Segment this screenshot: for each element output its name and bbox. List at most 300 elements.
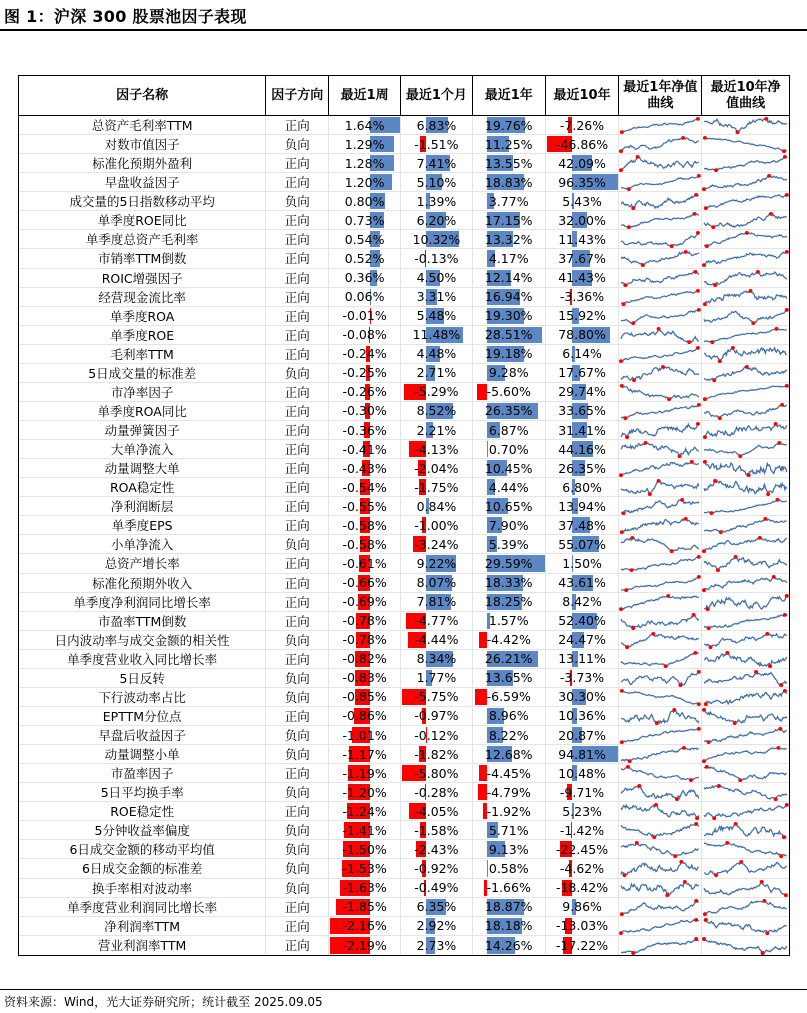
return-10year-cell bbox=[546, 745, 620, 763]
return-1year-cell bbox=[473, 535, 546, 553]
min-marker bbox=[768, 664, 772, 668]
sparkline-line bbox=[621, 367, 699, 380]
min-marker bbox=[779, 683, 783, 687]
sparkline-line bbox=[704, 576, 787, 589]
min-marker bbox=[674, 855, 678, 859]
10year-nav-sparkline bbox=[702, 345, 789, 363]
sparkline-line bbox=[704, 614, 787, 627]
sparkline-line bbox=[704, 939, 787, 953]
return-10year-cell bbox=[546, 116, 620, 134]
return-1month-cell bbox=[401, 898, 473, 916]
return-1month-cell bbox=[401, 688, 473, 706]
return-1week-value: -0.30% bbox=[342, 403, 387, 419]
return-1week-value: -1.17% bbox=[342, 746, 387, 762]
10year-curve-cell bbox=[702, 821, 789, 839]
max-marker bbox=[696, 346, 700, 350]
direction-value: 正向 bbox=[284, 766, 310, 782]
table-row bbox=[19, 936, 789, 955]
factor-name-cell bbox=[19, 230, 266, 248]
return-10year-cell bbox=[546, 688, 620, 706]
sparkline-line bbox=[704, 309, 787, 322]
sparkline-line bbox=[621, 195, 699, 208]
sparkline-line bbox=[621, 767, 699, 780]
return-1year-cell bbox=[473, 669, 546, 687]
return-1week-cell bbox=[329, 516, 401, 534]
return-1year-cell bbox=[473, 478, 546, 496]
1year-curve-cell bbox=[619, 383, 702, 401]
direction-value: 正向 bbox=[284, 118, 310, 134]
return-1year-value: 29.59% bbox=[484, 555, 533, 571]
factor-name-cell bbox=[19, 821, 266, 839]
return-1week-cell bbox=[329, 173, 401, 191]
10year-nav-sparkline bbox=[702, 726, 789, 744]
10year-curve-cell bbox=[702, 288, 789, 306]
factor-name-value: 换手率相对波动率 bbox=[92, 880, 193, 896]
return-1week-value: -0.08% bbox=[342, 327, 387, 343]
sparkline-line bbox=[704, 462, 787, 475]
10year-nav-sparkline bbox=[702, 840, 789, 858]
sparkline-line bbox=[621, 233, 699, 246]
negative-data-bar bbox=[479, 765, 487, 781]
sparkline-line bbox=[704, 710, 787, 723]
return-1year-cell bbox=[473, 192, 546, 210]
return-1month-cell bbox=[401, 936, 473, 955]
figure-title: 图 1：沪深 300 股票池因子表现 bbox=[4, 7, 247, 26]
return-1week-cell bbox=[329, 383, 401, 401]
factor-name-value: 单季度ROA同比 bbox=[97, 403, 187, 419]
factor-name-cell bbox=[19, 593, 266, 611]
direction-cell bbox=[266, 288, 329, 306]
return-1year-value: 18.33% bbox=[484, 575, 533, 591]
return-10year-value: -22.45% bbox=[555, 841, 609, 857]
return-1week-cell bbox=[329, 116, 401, 134]
min-marker bbox=[712, 226, 716, 230]
max-marker bbox=[620, 689, 624, 693]
min-marker bbox=[716, 569, 720, 573]
factor-name-cell bbox=[19, 421, 266, 439]
10year-curve-cell bbox=[702, 440, 789, 458]
max-marker bbox=[717, 784, 721, 788]
return-1week-value: 1.28% bbox=[344, 155, 385, 171]
direction-value: 负向 bbox=[284, 728, 310, 744]
sparkline-line bbox=[621, 290, 699, 303]
return-1week-cell bbox=[329, 859, 401, 877]
factor-name-cell bbox=[19, 478, 266, 496]
factor-name-value: 单季度ROA bbox=[110, 308, 175, 324]
10year-nav-sparkline bbox=[702, 230, 789, 248]
return-10year-value: -13.03% bbox=[555, 918, 609, 934]
sparkline-line bbox=[704, 348, 787, 361]
direction-cell bbox=[266, 859, 329, 877]
direction-value: 正向 bbox=[284, 518, 310, 534]
return-1month-value: 1.39% bbox=[416, 193, 457, 209]
1year-nav-sparkline bbox=[619, 421, 701, 439]
10year-curve-cell bbox=[702, 783, 789, 801]
return-1month-cell bbox=[401, 745, 473, 763]
direction-value: 负向 bbox=[284, 689, 310, 705]
return-1week-cell bbox=[329, 802, 401, 820]
max-marker bbox=[705, 765, 709, 769]
sparkline-line bbox=[621, 557, 699, 570]
direction-cell bbox=[266, 459, 329, 477]
table-row bbox=[19, 783, 789, 802]
1year-nav-sparkline bbox=[619, 821, 701, 839]
factor-name-cell bbox=[19, 688, 266, 706]
max-marker bbox=[756, 269, 760, 273]
10year-curve-cell bbox=[702, 135, 789, 153]
return-1year-cell bbox=[473, 859, 546, 877]
return-10year-value: 10.36% bbox=[558, 708, 606, 724]
return-1week-cell bbox=[329, 421, 401, 439]
return-1week-value: 0.06% bbox=[344, 289, 385, 305]
return-1month-value: -3.24% bbox=[414, 536, 459, 552]
1year-nav-sparkline bbox=[619, 249, 701, 267]
sparkline-line bbox=[704, 424, 787, 437]
table-row bbox=[19, 650, 789, 669]
return-1month-cell bbox=[401, 554, 473, 572]
return-1week-value: -1.19% bbox=[342, 765, 387, 781]
return-1month-value: -1.58% bbox=[414, 822, 459, 838]
min-marker bbox=[711, 340, 715, 344]
max-marker bbox=[667, 594, 671, 598]
return-10year-cell bbox=[546, 497, 620, 515]
table-row bbox=[19, 230, 789, 249]
max-marker bbox=[778, 441, 782, 445]
return-1month-value: -4.77% bbox=[414, 613, 459, 629]
direction-cell bbox=[266, 154, 329, 172]
1year-curve-cell bbox=[619, 307, 702, 325]
sparkline-line bbox=[621, 919, 699, 932]
direction-cell bbox=[266, 307, 329, 325]
10year-nav-sparkline bbox=[702, 879, 789, 897]
1year-curve-cell bbox=[619, 669, 702, 687]
10year-curve-cell bbox=[702, 669, 789, 687]
return-1week-cell bbox=[329, 535, 401, 553]
return-1year-cell bbox=[473, 211, 546, 229]
min-marker bbox=[670, 245, 674, 249]
10year-nav-sparkline bbox=[702, 116, 789, 134]
sparkline-line bbox=[704, 748, 787, 761]
return-1year-cell bbox=[473, 135, 546, 153]
sparkline-line bbox=[704, 691, 787, 704]
return-1month-value: 2.71% bbox=[416, 365, 457, 381]
return-1week-cell bbox=[329, 898, 401, 916]
max-marker bbox=[785, 250, 789, 254]
factor-name-cell bbox=[19, 269, 266, 287]
return-1week-cell bbox=[329, 440, 401, 458]
max-marker bbox=[734, 822, 738, 826]
10year-nav-sparkline bbox=[702, 288, 789, 306]
max-marker bbox=[758, 536, 762, 540]
return-1month-cell bbox=[401, 879, 473, 897]
max-marker bbox=[765, 632, 769, 636]
1year-curve-cell bbox=[619, 688, 702, 706]
10year-nav-sparkline bbox=[702, 612, 789, 630]
return-1year-cell bbox=[473, 612, 546, 630]
sparkline-line bbox=[704, 386, 787, 399]
1year-curve-cell bbox=[619, 459, 702, 477]
1year-curve-cell bbox=[619, 650, 702, 668]
1year-curve-cell bbox=[619, 440, 702, 458]
sparkline-line bbox=[621, 462, 699, 475]
return-10year-cell bbox=[546, 383, 620, 401]
return-1year-value: 10.45% bbox=[484, 460, 533, 476]
factor-name-value: 对数市值因子 bbox=[104, 137, 180, 153]
return-10year-cell bbox=[546, 554, 620, 572]
max-marker bbox=[683, 879, 687, 883]
1year-nav-sparkline bbox=[619, 135, 701, 153]
10year-curve-cell bbox=[702, 726, 789, 744]
min-marker bbox=[707, 626, 711, 630]
return-1year-value: 0.58% bbox=[488, 860, 529, 876]
1year-curve-cell bbox=[619, 612, 702, 630]
return-10year-value: 33.65% bbox=[558, 403, 606, 419]
min-marker bbox=[696, 817, 700, 821]
1year-curve-cell bbox=[619, 593, 702, 611]
return-10year-value: 6.14% bbox=[562, 346, 602, 362]
return-10year-cell bbox=[546, 650, 620, 668]
table-row bbox=[19, 364, 789, 383]
1year-curve-cell bbox=[619, 516, 702, 534]
table-row bbox=[19, 211, 789, 230]
1year-nav-sparkline bbox=[619, 650, 701, 668]
1year-curve-cell bbox=[619, 497, 702, 515]
table-row bbox=[19, 879, 789, 898]
sparkline-line bbox=[621, 348, 699, 361]
direction-value: 正向 bbox=[284, 613, 310, 629]
factor-name-cell bbox=[19, 917, 266, 935]
1year-curve-cell bbox=[619, 898, 702, 916]
sparkline-line bbox=[704, 557, 787, 570]
max-marker bbox=[695, 193, 699, 197]
10year-curve-cell bbox=[702, 154, 789, 172]
factor-name-cell bbox=[19, 326, 266, 344]
10year-curve-cell bbox=[702, 745, 789, 763]
return-1week-cell bbox=[329, 307, 401, 325]
direction-cell bbox=[266, 745, 329, 763]
table-row bbox=[19, 669, 789, 688]
max-marker bbox=[731, 346, 735, 350]
sparkline-line bbox=[621, 386, 699, 399]
1year-nav-sparkline bbox=[619, 440, 701, 458]
min-marker bbox=[714, 168, 718, 172]
return-10year-value: -3.73% bbox=[559, 670, 605, 686]
min-marker bbox=[620, 912, 624, 916]
return-1week-value: -0.43% bbox=[342, 460, 387, 476]
return-1year-value: 17.15% bbox=[484, 212, 533, 228]
table-row bbox=[19, 612, 789, 631]
1year-curve-cell bbox=[619, 173, 702, 191]
sparkline-line bbox=[704, 405, 787, 418]
return-1week-value: -1.24% bbox=[342, 803, 387, 819]
table-row bbox=[19, 192, 789, 211]
factor-name-value: 总资产增长率 bbox=[104, 556, 180, 572]
factor-name-cell bbox=[19, 459, 266, 477]
direction-value: 负向 bbox=[284, 785, 310, 801]
table-row bbox=[19, 764, 789, 783]
factor-name-cell bbox=[19, 840, 266, 858]
1year-nav-sparkline bbox=[619, 154, 701, 172]
return-1month-value: -0.28% bbox=[414, 784, 459, 800]
min-marker bbox=[632, 207, 636, 211]
max-marker bbox=[694, 651, 698, 655]
1year-nav-sparkline bbox=[619, 783, 701, 801]
sparkline-line bbox=[621, 824, 699, 837]
return-1year-cell bbox=[473, 249, 546, 267]
direction-cell bbox=[266, 478, 329, 496]
return-1year-value: 5.71% bbox=[488, 822, 529, 838]
sparkline-line bbox=[621, 119, 699, 132]
factor-name-value: 早盘收益因子 bbox=[104, 175, 180, 191]
return-1week-cell bbox=[329, 135, 401, 153]
factor-name-value: 净利润断层 bbox=[110, 499, 174, 515]
1year-nav-sparkline bbox=[619, 936, 701, 955]
factor-name-value: 市净率因子 bbox=[110, 384, 174, 400]
return-10year-cell bbox=[546, 459, 620, 477]
return-10year-cell bbox=[546, 574, 620, 592]
1year-nav-sparkline bbox=[619, 497, 701, 515]
min-marker bbox=[782, 149, 786, 153]
1year-nav-sparkline bbox=[619, 726, 701, 744]
return-10year-value: 20.87% bbox=[558, 727, 606, 743]
return-1week-value: 1.20% bbox=[344, 174, 385, 190]
1year-curve-cell bbox=[619, 859, 702, 877]
return-1week-cell bbox=[329, 821, 401, 839]
10year-curve-cell bbox=[702, 326, 789, 344]
return-1month-value: -4.44% bbox=[414, 632, 459, 648]
max-marker bbox=[760, 879, 764, 883]
table-row bbox=[19, 554, 789, 573]
max-marker bbox=[725, 651, 729, 655]
return-1month-cell bbox=[401, 707, 473, 725]
return-1month-cell bbox=[401, 669, 473, 687]
direction-cell bbox=[266, 402, 329, 420]
1year-curve-cell bbox=[619, 574, 702, 592]
return-1week-value: -0.58% bbox=[342, 517, 387, 533]
return-10year-value: 8.42% bbox=[562, 594, 602, 610]
return-1year-value: 19.18% bbox=[484, 346, 533, 362]
factor-name-value: 成交量的5日指数移动平均 bbox=[69, 194, 215, 210]
sparkline-line bbox=[704, 653, 787, 666]
max-marker bbox=[696, 422, 700, 426]
max-marker bbox=[703, 136, 707, 140]
direction-cell bbox=[266, 821, 329, 839]
return-1week-value: -0.41% bbox=[342, 441, 387, 457]
return-10year-cell bbox=[546, 230, 620, 248]
direction-value: 负向 bbox=[284, 670, 310, 686]
sparkline-line bbox=[621, 939, 699, 953]
direction-value: 正向 bbox=[284, 461, 310, 477]
10year-nav-sparkline bbox=[702, 497, 789, 515]
min-marker bbox=[619, 473, 623, 477]
table-row bbox=[19, 535, 789, 554]
return-10year-value: 24.47% bbox=[558, 632, 606, 648]
10year-curve-cell bbox=[702, 936, 789, 955]
return-10year-cell bbox=[546, 364, 620, 382]
1year-curve-cell bbox=[619, 879, 702, 897]
max-marker bbox=[695, 899, 699, 903]
direction-cell bbox=[266, 898, 329, 916]
return-10year-cell bbox=[546, 593, 620, 611]
return-1month-value: 2.21% bbox=[416, 422, 457, 438]
return-1year-value: 16.94% bbox=[484, 289, 533, 305]
min-marker bbox=[733, 721, 737, 725]
10year-nav-sparkline bbox=[702, 574, 789, 592]
return-1year-cell bbox=[473, 307, 546, 325]
factor-name-cell bbox=[19, 516, 266, 534]
min-marker bbox=[641, 264, 645, 268]
max-marker bbox=[713, 479, 717, 483]
return-1year-value: 13.55% bbox=[484, 155, 533, 171]
10year-nav-sparkline bbox=[702, 154, 789, 172]
return-1week-value: -1.01% bbox=[342, 727, 387, 743]
direction-cell bbox=[266, 116, 329, 134]
direction-cell bbox=[266, 707, 329, 725]
negative-data-bar bbox=[477, 384, 487, 400]
factor-name-value: 动量弹簧因子 bbox=[104, 423, 180, 439]
return-10year-value: 37.48% bbox=[558, 517, 606, 533]
return-1month-cell bbox=[401, 269, 473, 287]
return-1week-value: -1.63% bbox=[342, 880, 387, 896]
header-1year-curve: 最近1年净值曲线 bbox=[619, 76, 702, 115]
return-10year-cell bbox=[546, 936, 620, 955]
min-marker bbox=[624, 416, 628, 420]
return-1year-value: 7.90% bbox=[488, 517, 529, 533]
max-marker bbox=[681, 498, 685, 502]
max-marker bbox=[780, 403, 784, 407]
min-marker bbox=[627, 226, 631, 230]
sparkline-line bbox=[704, 443, 787, 456]
10year-curve-cell bbox=[702, 879, 789, 897]
10year-curve-cell bbox=[702, 497, 789, 515]
factor-name-cell bbox=[19, 669, 266, 687]
direction-value: 正向 bbox=[284, 308, 310, 324]
min-marker bbox=[619, 359, 623, 363]
1year-nav-sparkline bbox=[619, 917, 701, 935]
max-marker bbox=[638, 784, 642, 788]
header-direction: 因子方向 bbox=[266, 76, 329, 115]
return-10year-value: 37.67% bbox=[558, 250, 606, 266]
factor-performance-table bbox=[18, 75, 790, 956]
1year-curve-cell bbox=[619, 917, 702, 935]
factor-name-cell bbox=[19, 554, 266, 572]
return-10year-value: 31.41% bbox=[558, 422, 606, 438]
negative-data-bar bbox=[479, 632, 487, 648]
direction-cell bbox=[266, 840, 329, 858]
10year-nav-sparkline bbox=[702, 421, 789, 439]
table-row bbox=[19, 821, 789, 840]
1year-curve-cell bbox=[619, 135, 702, 153]
sparkline-line bbox=[704, 862, 787, 875]
1year-curve-cell bbox=[619, 726, 702, 744]
return-1week-cell bbox=[329, 726, 401, 744]
return-10year-cell bbox=[546, 802, 620, 820]
sparkline-line bbox=[704, 157, 787, 170]
return-10year-value: -7.26% bbox=[559, 117, 605, 133]
sparkline-line bbox=[704, 252, 787, 265]
sparkline-line bbox=[704, 824, 787, 837]
return-1week-value: -0.36% bbox=[342, 422, 387, 438]
10year-nav-sparkline bbox=[702, 383, 789, 401]
return-1year-value: 5.39% bbox=[488, 536, 529, 552]
10year-nav-sparkline bbox=[702, 821, 789, 839]
1year-nav-sparkline bbox=[619, 116, 701, 134]
1year-nav-sparkline bbox=[619, 516, 701, 534]
return-1month-value: 8.52% bbox=[416, 403, 457, 419]
header-1week: 最近1周 bbox=[329, 76, 401, 115]
sparkline-line bbox=[704, 900, 787, 913]
min-marker bbox=[707, 740, 711, 744]
